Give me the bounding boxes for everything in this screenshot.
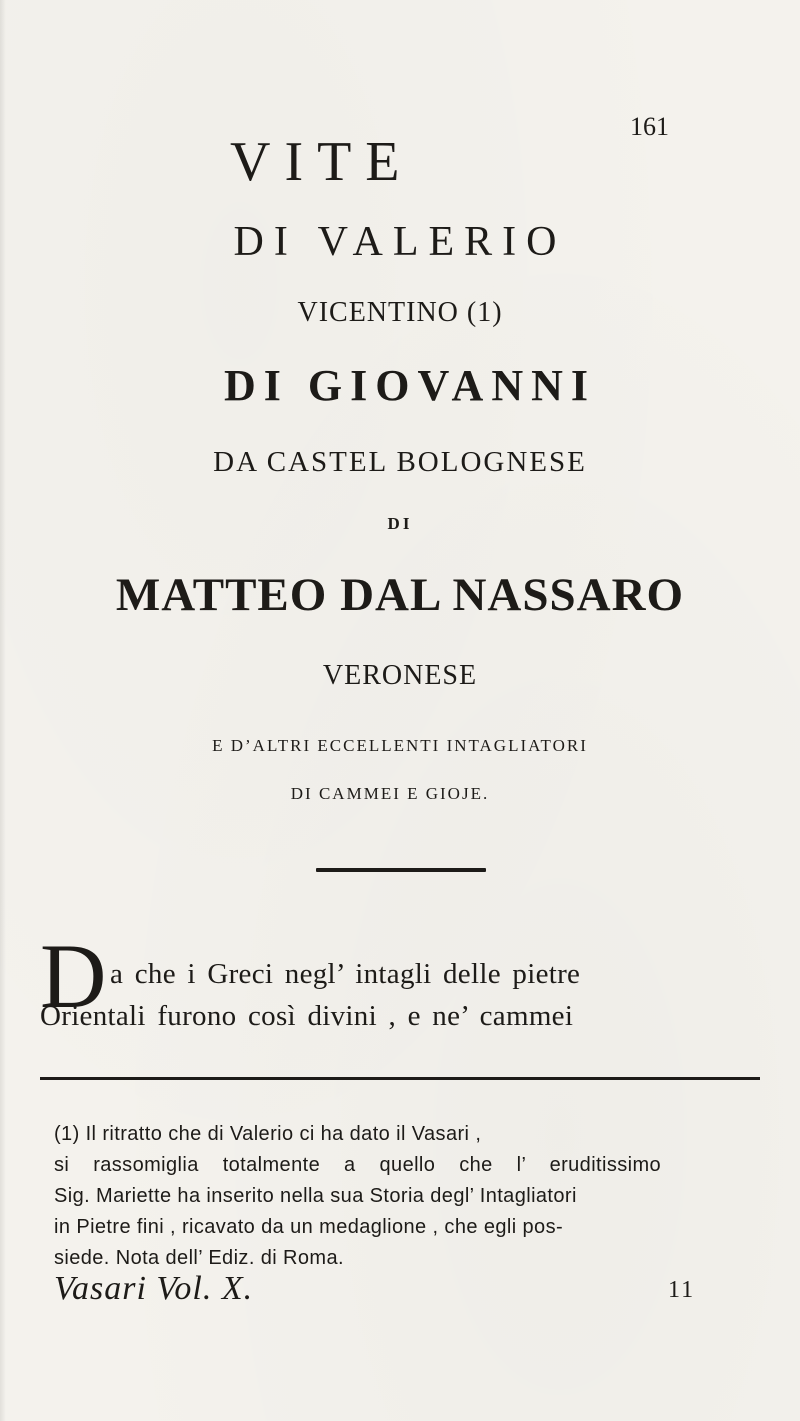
body-line: Orientali furono così divini , e ne’ cammei [40, 1000, 574, 1032]
title-veronese: VERONESE [322, 660, 478, 691]
footnote-line: siede. Nota dell’ Ediz. di Roma. [54, 1247, 344, 1269]
signature-mark: Vasari Vol. X. [54, 1270, 254, 1307]
page-edge-shadow [0, 0, 6, 1421]
page-number: 161 [630, 112, 669, 141]
title-matteo-dal-nassaro: MATTEO DAL NASSARO [115, 569, 685, 621]
title-altri-intagliatori: E D’ALTRI ECCELLENTI INTAGLIATORI [212, 736, 588, 755]
title-vite: VITE [230, 131, 414, 193]
footnote-line: si rassomiglia totalmente a quello che l’ eruditissimo [54, 1154, 662, 1176]
gathering-number: 11 [668, 1277, 696, 1303]
title-cammei-gioje: DI CAMMEI E GIOJE. [290, 784, 490, 803]
footnote-line: Sig. Mariette ha inserito nella sua Storia degl’ Intagliatori [54, 1185, 577, 1207]
title-vicentino: VICENTINO (1) [297, 297, 503, 328]
title-di-valerio: DI VALERIO [233, 219, 567, 265]
title-da-castel-bolognese: DA CASTEL BOLOGNESE [213, 446, 587, 478]
title-di-giovanni: DI GIOVANNI [223, 361, 597, 410]
drop-cap: D [40, 925, 107, 1027]
body-line: a che i Greci negl’ intagli delle pietre [110, 958, 581, 990]
title-divider-rule [316, 868, 486, 872]
footnote-line: in Pietre fini , ricavato da un medaglione , che egli pos- [54, 1216, 564, 1238]
footnote-line: (1) Il ritratto che di Valerio ci ha dato il Vasari , [54, 1123, 482, 1145]
footnote-divider-rule [40, 1077, 760, 1080]
title-di: DI [387, 514, 413, 533]
